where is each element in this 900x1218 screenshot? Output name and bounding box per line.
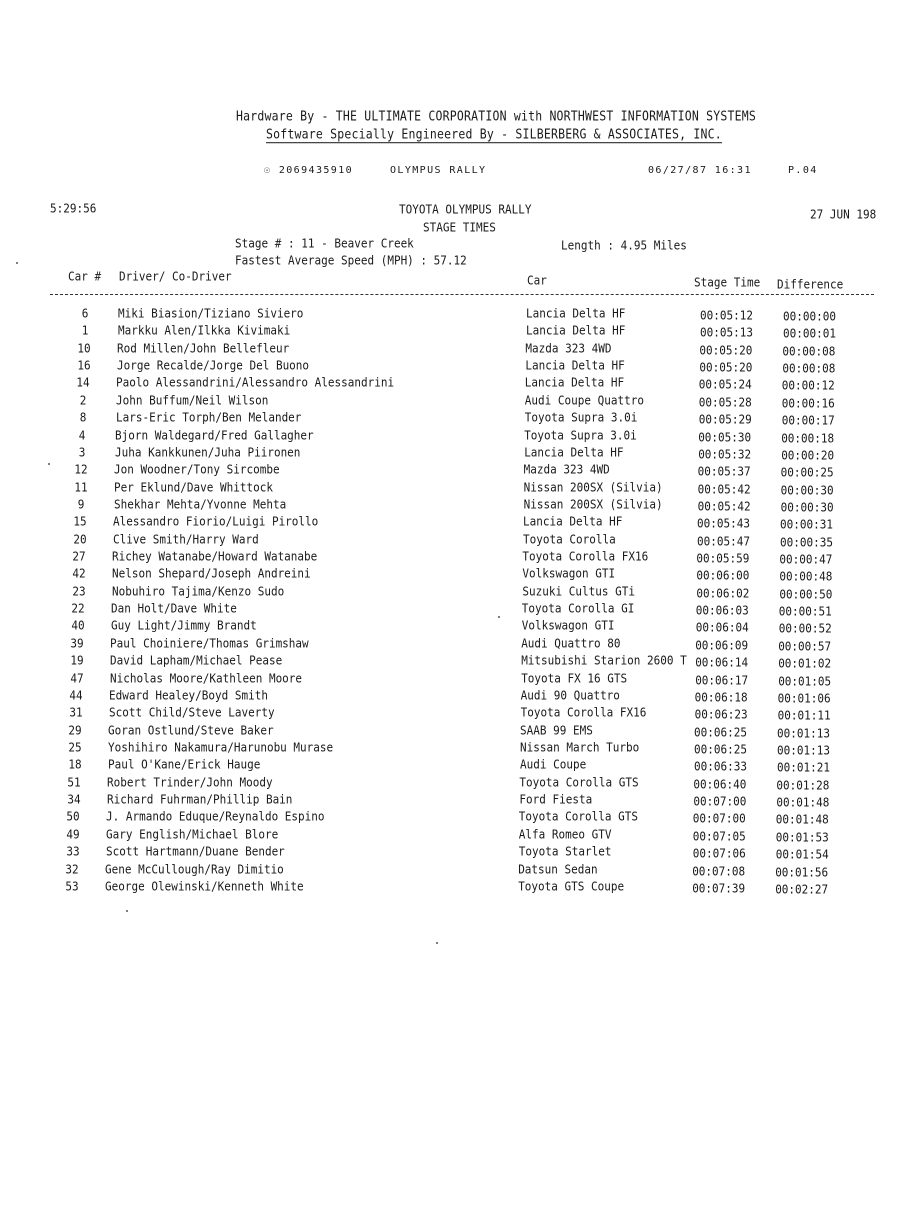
car-number: 51 (67, 774, 81, 790)
driver-names: John Buffum/Neil Wilson (116, 392, 269, 408)
table-row (0, 428, 900, 445)
stage-time: 00:06:17 (695, 672, 749, 688)
car-number: 25 (68, 740, 82, 755)
driver-names: George Olewinski/Kenneth White (105, 878, 304, 894)
stage-length: Length : 4.95 Miles (561, 238, 687, 253)
report-time: 5:29:56 (50, 201, 97, 216)
car-model: Audi Quattro 80 (521, 635, 621, 651)
col-header-car-number: Car # (68, 269, 102, 284)
time-difference: 00:01:02 (778, 656, 832, 672)
driver-names: Dan Holt/Dave White (111, 601, 237, 617)
col-header-driver: Driver/ Co-Driver (119, 269, 232, 284)
car-model: Ford Fiesta (519, 792, 593, 808)
col-header-difference: Difference (777, 277, 844, 292)
car-number: 14 (76, 375, 90, 391)
car-number: 18 (68, 757, 82, 773)
driver-names: Richard Fuhrman/Phillip Bain (107, 792, 293, 808)
stage-time: 00:06:23 (694, 707, 748, 723)
car-number: 11 (74, 479, 88, 495)
scan-speck (16, 262, 18, 264)
time-difference: 00:00:00 (783, 309, 836, 324)
car-number: 44 (69, 687, 83, 703)
car-number: 16 (77, 358, 91, 374)
car-model: Audi Coupe (520, 757, 587, 773)
car-model: Toyota Supra 3.0i (524, 410, 638, 426)
car-model: Suzuki Cultus GTi (522, 583, 635, 599)
car-model: Toyota Corolla GTS (519, 774, 639, 790)
car-number: 15 (73, 514, 87, 530)
driver-names: Yoshihiro Nakamura/Harunobu Murase (108, 740, 334, 755)
fastest-speed: Fastest Average Speed (MPH) : 57.12 (235, 253, 467, 268)
table-row (0, 549, 900, 566)
driver-names: Nicholas Moore/Kathleen Moore (110, 670, 303, 686)
stage-time: 00:05:32 (698, 446, 752, 462)
time-difference: 00:00:51 (778, 604, 832, 620)
stage-time: 00:05:42 (697, 481, 751, 497)
driver-names: Robert Trinder/John Moody (107, 774, 273, 790)
car-model: Datsun Sedan (518, 861, 598, 877)
car-number: 19 (70, 653, 84, 669)
stage-time: 00:05:20 (699, 342, 753, 358)
car-model: Toyota Corolla GI (521, 601, 635, 617)
time-difference: 00:00:57 (778, 638, 832, 654)
table-row (0, 341, 900, 358)
car-model: Nissan March Turbo (520, 740, 640, 755)
car-number: 10 (77, 340, 91, 356)
stage-time: 00:05:37 (697, 464, 751, 480)
col-header-stage-time: Stage Time (694, 275, 761, 290)
car-number: 40 (71, 618, 85, 634)
table-row (0, 879, 900, 896)
table-row (0, 653, 900, 670)
car-model: Lancia Delta HF (526, 323, 626, 339)
driver-names: David Lapham/Michael Pease (110, 653, 283, 669)
time-difference: 00:01:28 (776, 777, 830, 793)
driver-names: Scott Hartmann/Duane Bender (106, 844, 285, 860)
car-model: Mitsubishi Starion 2600 T (521, 653, 687, 669)
table-row (0, 445, 900, 462)
time-difference: 00:00:48 (779, 569, 833, 585)
time-difference: 00:01:11 (777, 708, 831, 724)
car-number: 29 (68, 722, 82, 738)
table-row (0, 792, 900, 809)
driver-names: Guy Light/Jimmy Brandt (111, 618, 257, 634)
stage-time: 00:05:47 (697, 533, 750, 549)
car-model: Mazda 323 4WD (525, 340, 612, 356)
stage-time: 00:06:25 (694, 724, 747, 740)
car-model: Volkswagon GTI (521, 618, 615, 634)
driver-names: Scott Child/Steve Laverty (109, 705, 275, 721)
table-row (0, 601, 900, 618)
time-difference: 00:00:30 (780, 499, 834, 515)
time-difference: 00:00:18 (781, 430, 835, 446)
car-number: 53 (65, 878, 79, 894)
table-row (0, 375, 900, 392)
car-model: Lancia Delta HF (523, 514, 623, 530)
stage-time: 00:05:42 (697, 498, 751, 514)
table-row (0, 410, 900, 427)
car-number: 20 (73, 531, 87, 547)
car-number: 4 (78, 427, 86, 443)
stage-time: 00:07:08 (692, 863, 746, 879)
car-number: 50 (66, 809, 80, 825)
scan-speck (48, 463, 50, 465)
stage-time: 00:07:00 (692, 811, 746, 827)
driver-names: Nobuhiro Tajima/Kenzo Sudo (112, 583, 285, 599)
table-row (0, 723, 900, 740)
car-model: Alfa Romeo GTV (518, 826, 612, 842)
time-difference: 00:01:13 (777, 743, 830, 758)
driver-names: Markku Alen/Ilkka Kivimaki (118, 323, 291, 339)
driver-names: Miki Biasion/Tiziano Siviero (118, 306, 304, 321)
table-row (0, 827, 900, 844)
stage-time: 00:06:40 (693, 776, 747, 792)
driver-names: Paul O'Kane/Erick Hauge (108, 757, 261, 773)
header-rule (50, 294, 874, 295)
hardware-credit: Hardware By - THE ULTIMATE CORPORATION with NORTHWEST INFORMATION SYSTEMS (236, 108, 757, 125)
table-row (0, 809, 900, 826)
time-difference: 00:00:25 (780, 465, 834, 481)
car-number: 6 (81, 306, 89, 321)
car-model: Toyota Corolla (523, 531, 616, 547)
driver-names: Jorge Recalde/Jorge Del Buono (117, 358, 310, 374)
driver-names: Lars-Eric Torph/Ben Melander (116, 410, 302, 426)
stage-time: 00:05:59 (696, 551, 750, 566)
car-number: 22 (71, 601, 85, 617)
time-difference: 00:01:21 (777, 760, 830, 776)
time-difference: 00:00:20 (781, 447, 835, 463)
time-difference: 00:01:06 (777, 690, 831, 706)
driver-names: Juha Kankkunen/Juha Piironen (115, 444, 301, 460)
time-difference: 00:01:13 (777, 725, 830, 741)
car-number: 2 (79, 392, 87, 408)
car-model: SAAB 99 EMS (520, 722, 593, 738)
driver-names: Bjorn Waldegard/Fred Gallagher (115, 427, 314, 443)
car-model: Toyota Starlet (518, 844, 612, 860)
table-row (0, 532, 900, 549)
time-difference: 00:01:48 (776, 795, 830, 811)
time-difference: 00:00:35 (780, 534, 833, 550)
stage-time: 00:06:18 (694, 689, 748, 705)
stage-time: 00:05:29 (698, 412, 752, 428)
time-difference: 00:01:53 (775, 829, 829, 845)
report-subtitle: STAGE TIMES (423, 220, 496, 235)
time-difference: 00:00:30 (780, 482, 834, 498)
table-row (0, 775, 900, 792)
stage-time: 00:06:14 (695, 655, 749, 671)
car-model: Toyota FX 16 GTS (521, 670, 628, 686)
report-date: 27 JUN 198 (810, 207, 877, 222)
driver-names: Rod Millen/John Bellefleur (117, 340, 290, 356)
car-number: 31 (69, 705, 83, 721)
time-difference: 00:00:17 (781, 413, 835, 429)
car-model: Toyota GTS Coupe (518, 878, 625, 894)
table-row (0, 497, 900, 514)
table-row (0, 740, 900, 757)
table-row (0, 636, 900, 653)
car-number: 1 (81, 323, 89, 339)
car-number: 23 (72, 583, 86, 599)
fax-page-number: P.04 (788, 165, 818, 176)
driver-names: Goran Ostlund/Steve Baker (108, 722, 274, 738)
report-title: TOYOTA OLYMPUS RALLY (399, 202, 532, 217)
table-row (0, 566, 900, 583)
car-number: 9 (77, 496, 85, 512)
table-row (0, 757, 900, 774)
stage-time: 00:07:06 (692, 846, 746, 862)
driver-names: Shekhar Mehta/Yvonne Mehta (114, 496, 287, 512)
time-difference: 00:00:08 (782, 343, 836, 359)
stage-time: 00:07:00 (693, 794, 747, 810)
fax-datetime: 06/27/87 16:31 (648, 165, 752, 176)
table-row (0, 323, 900, 340)
car-model: Lancia Delta HF (526, 306, 626, 321)
stage-time: 00:05:43 (697, 516, 750, 532)
stage-time: 00:06:03 (695, 603, 749, 619)
car-model: Toyota Supra 3.0i (524, 427, 637, 443)
car-number: 42 (72, 566, 86, 582)
car-model: Nissan 200SX (Silvia) (523, 496, 663, 512)
time-difference: 00:00:08 (782, 361, 836, 377)
car-number: 12 (74, 462, 88, 478)
car-number: 32 (65, 861, 79, 877)
stage-time: 00:06:25 (694, 742, 747, 757)
stage-time: 00:06:33 (694, 759, 747, 775)
stage-time: 00:05:28 (698, 394, 752, 410)
driver-names: Richey Watanabe/Howard Watanabe (112, 549, 318, 564)
time-difference: 00:00:31 (780, 517, 833, 533)
table-row (0, 671, 900, 688)
stage-time: 00:05:12 (700, 308, 753, 323)
table-row (0, 306, 900, 323)
stage-time: 00:07:39 (692, 880, 746, 896)
driver-names: Gary English/Michael Blore (106, 826, 279, 842)
table-row (0, 584, 900, 601)
time-difference: 00:00:52 (778, 621, 832, 637)
time-difference: 00:00:12 (781, 378, 835, 394)
table-row (0, 393, 900, 410)
driver-names: Per Eklund/Dave Whittock (114, 479, 273, 495)
scan-speck (126, 910, 128, 912)
car-model: Mazda 323 4WD (523, 462, 610, 478)
time-difference: 00:00:16 (781, 395, 835, 411)
time-difference: 00:00:47 (779, 552, 833, 567)
time-difference: 00:01:54 (775, 847, 829, 863)
stage-time: 00:07:05 (692, 828, 746, 844)
software-credit: Software Specially Engineered By - SILBERBERG & ASSOCIATES, INC. (266, 126, 722, 143)
fax-number: ☉ 2069435910 (264, 165, 354, 176)
table-row (0, 358, 900, 375)
driver-names: J. Armando Eduque/Reynaldo Espino (106, 809, 325, 825)
stage-time: 00:05:24 (698, 377, 752, 393)
stage-time: 00:06:09 (695, 637, 749, 653)
table-row (0, 462, 900, 479)
car-number: 3 (78, 444, 86, 460)
driver-names: Paul Choiniere/Thomas Grimshaw (110, 635, 309, 651)
driver-names: Nelson Shepard/Joseph Andreini (112, 566, 311, 582)
car-model: Audi Coupe Quattro (524, 392, 645, 408)
scan-speck (436, 942, 438, 944)
stage-time: 00:06:04 (695, 620, 749, 636)
stage-time: 00:05:13 (700, 325, 753, 341)
car-model: Nissan 200SX (Silvia) (523, 479, 663, 495)
time-difference: 00:00:50 (779, 586, 833, 602)
stage-time: 00:05:20 (699, 360, 753, 376)
car-number: 47 (70, 670, 84, 686)
time-difference: 00:01:56 (775, 864, 829, 880)
stage-time: 00:06:02 (696, 585, 750, 601)
time-difference: 00:01:48 (775, 812, 829, 828)
time-difference: 00:02:27 (775, 881, 829, 897)
driver-names: Gene McCullough/Ray Dimitio (105, 861, 284, 877)
stage-info: Stage # : 11 - Beaver Creek (235, 236, 414, 251)
car-model: Audi 90 Quattro (520, 687, 620, 703)
table-row (0, 514, 900, 531)
time-difference: 00:01:05 (778, 673, 832, 689)
stage-time: 00:06:00 (696, 568, 750, 584)
car-number: 27 (72, 549, 86, 564)
car-model: Lancia Delta HF (524, 375, 625, 391)
table-row (0, 705, 900, 722)
table-row (0, 844, 900, 861)
driver-names: Alessandro Fiorio/Luigi Pirollo (113, 514, 319, 530)
driver-names: Clive Smith/Harry Ward (113, 531, 259, 547)
car-model: Lancia Delta HF (524, 444, 624, 460)
table-row (0, 688, 900, 705)
car-number: 33 (66, 844, 80, 860)
driver-names: Paolo Alessandrini/Alessandro Alessandrini (116, 375, 395, 391)
car-number: 34 (67, 792, 81, 808)
car-model: Toyota Corolla FX16 (520, 705, 647, 721)
driver-names: Edward Healey/Boyd Smith (109, 687, 268, 703)
car-model: Toyota Corolla FX16 (522, 549, 649, 564)
fax-sender: OLYMPUS RALLY (390, 165, 487, 176)
scan-speck (498, 616, 500, 618)
driver-names: Jon Woodner/Tony Sircombe (114, 462, 280, 478)
car-number: 49 (66, 826, 80, 842)
car-model: Volkswagon GTI (522, 566, 616, 582)
time-difference: 00:00:01 (783, 326, 836, 342)
table-row (0, 480, 900, 497)
table-row (0, 862, 900, 879)
car-model: Lancia Delta HF (525, 358, 625, 374)
car-number: 39 (70, 635, 84, 651)
car-number: 8 (79, 410, 87, 426)
stage-time: 00:05:30 (698, 429, 752, 445)
car-model: Toyota Corolla GTS (518, 809, 639, 825)
col-header-car: Car (527, 273, 547, 288)
table-row (0, 618, 900, 635)
